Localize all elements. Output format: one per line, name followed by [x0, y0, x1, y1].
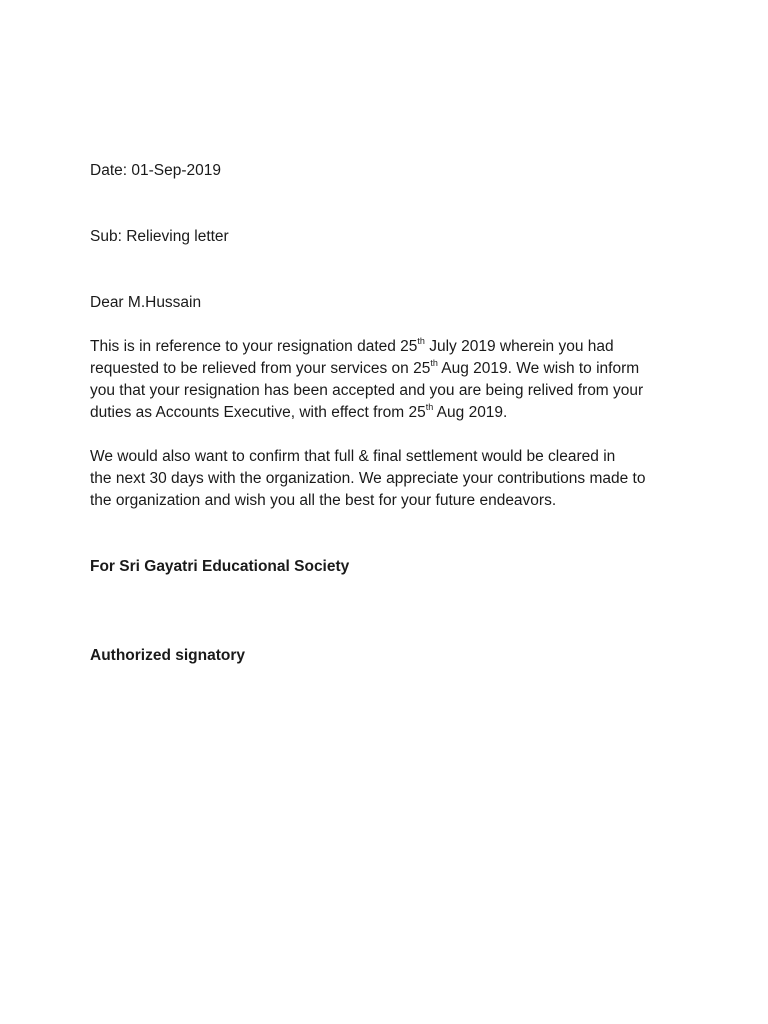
text-segment: duties as Accounts Executive, with effect from 25 [90, 404, 426, 421]
paragraph-line [90, 358, 690, 380]
text-segment: July 2019 wherein you had [424, 338, 614, 355]
letter-subject: Sub: Relieving letter [90, 228, 229, 245]
text-segment: This is in reference to your resignation dated 25 [90, 338, 418, 355]
paragraph-line: you that your resignation has been accepted and you are being relived from your [90, 382, 644, 399]
organization-signoff: For Sri Gayatri Educational Society [90, 558, 350, 575]
paragraph-line [90, 336, 690, 358]
paragraph-line [90, 402, 690, 424]
paragraph-line: the next 30 days with the organization. We appreciate your contributions made to [90, 470, 646, 487]
authorized-signatory: Authorized signatory [90, 647, 246, 664]
ordinal-suffix: th [430, 357, 438, 368]
letter-body [90, 160, 690, 667]
text-segment: Aug 2019. [433, 404, 508, 421]
letter-date: Date: 01-Sep-2019 [90, 162, 221, 179]
ordinal-suffix: th [417, 335, 425, 346]
ordinal-suffix: th [425, 401, 434, 412]
letter-salutation: Dear M.Hussain [90, 294, 202, 311]
text-segment: requested to be relieved from your services on 25 [90, 360, 431, 377]
paragraph-resignation [90, 336, 690, 424]
text-segment: Aug 2019. We wish to inform [437, 360, 640, 377]
paragraph-settlement [90, 446, 690, 512]
paragraph-line: We would also want to confirm that full & final settlement would be cleared in [90, 448, 616, 465]
paragraph-line: the organization and wish you all the best for your future endeavors. [90, 492, 557, 509]
